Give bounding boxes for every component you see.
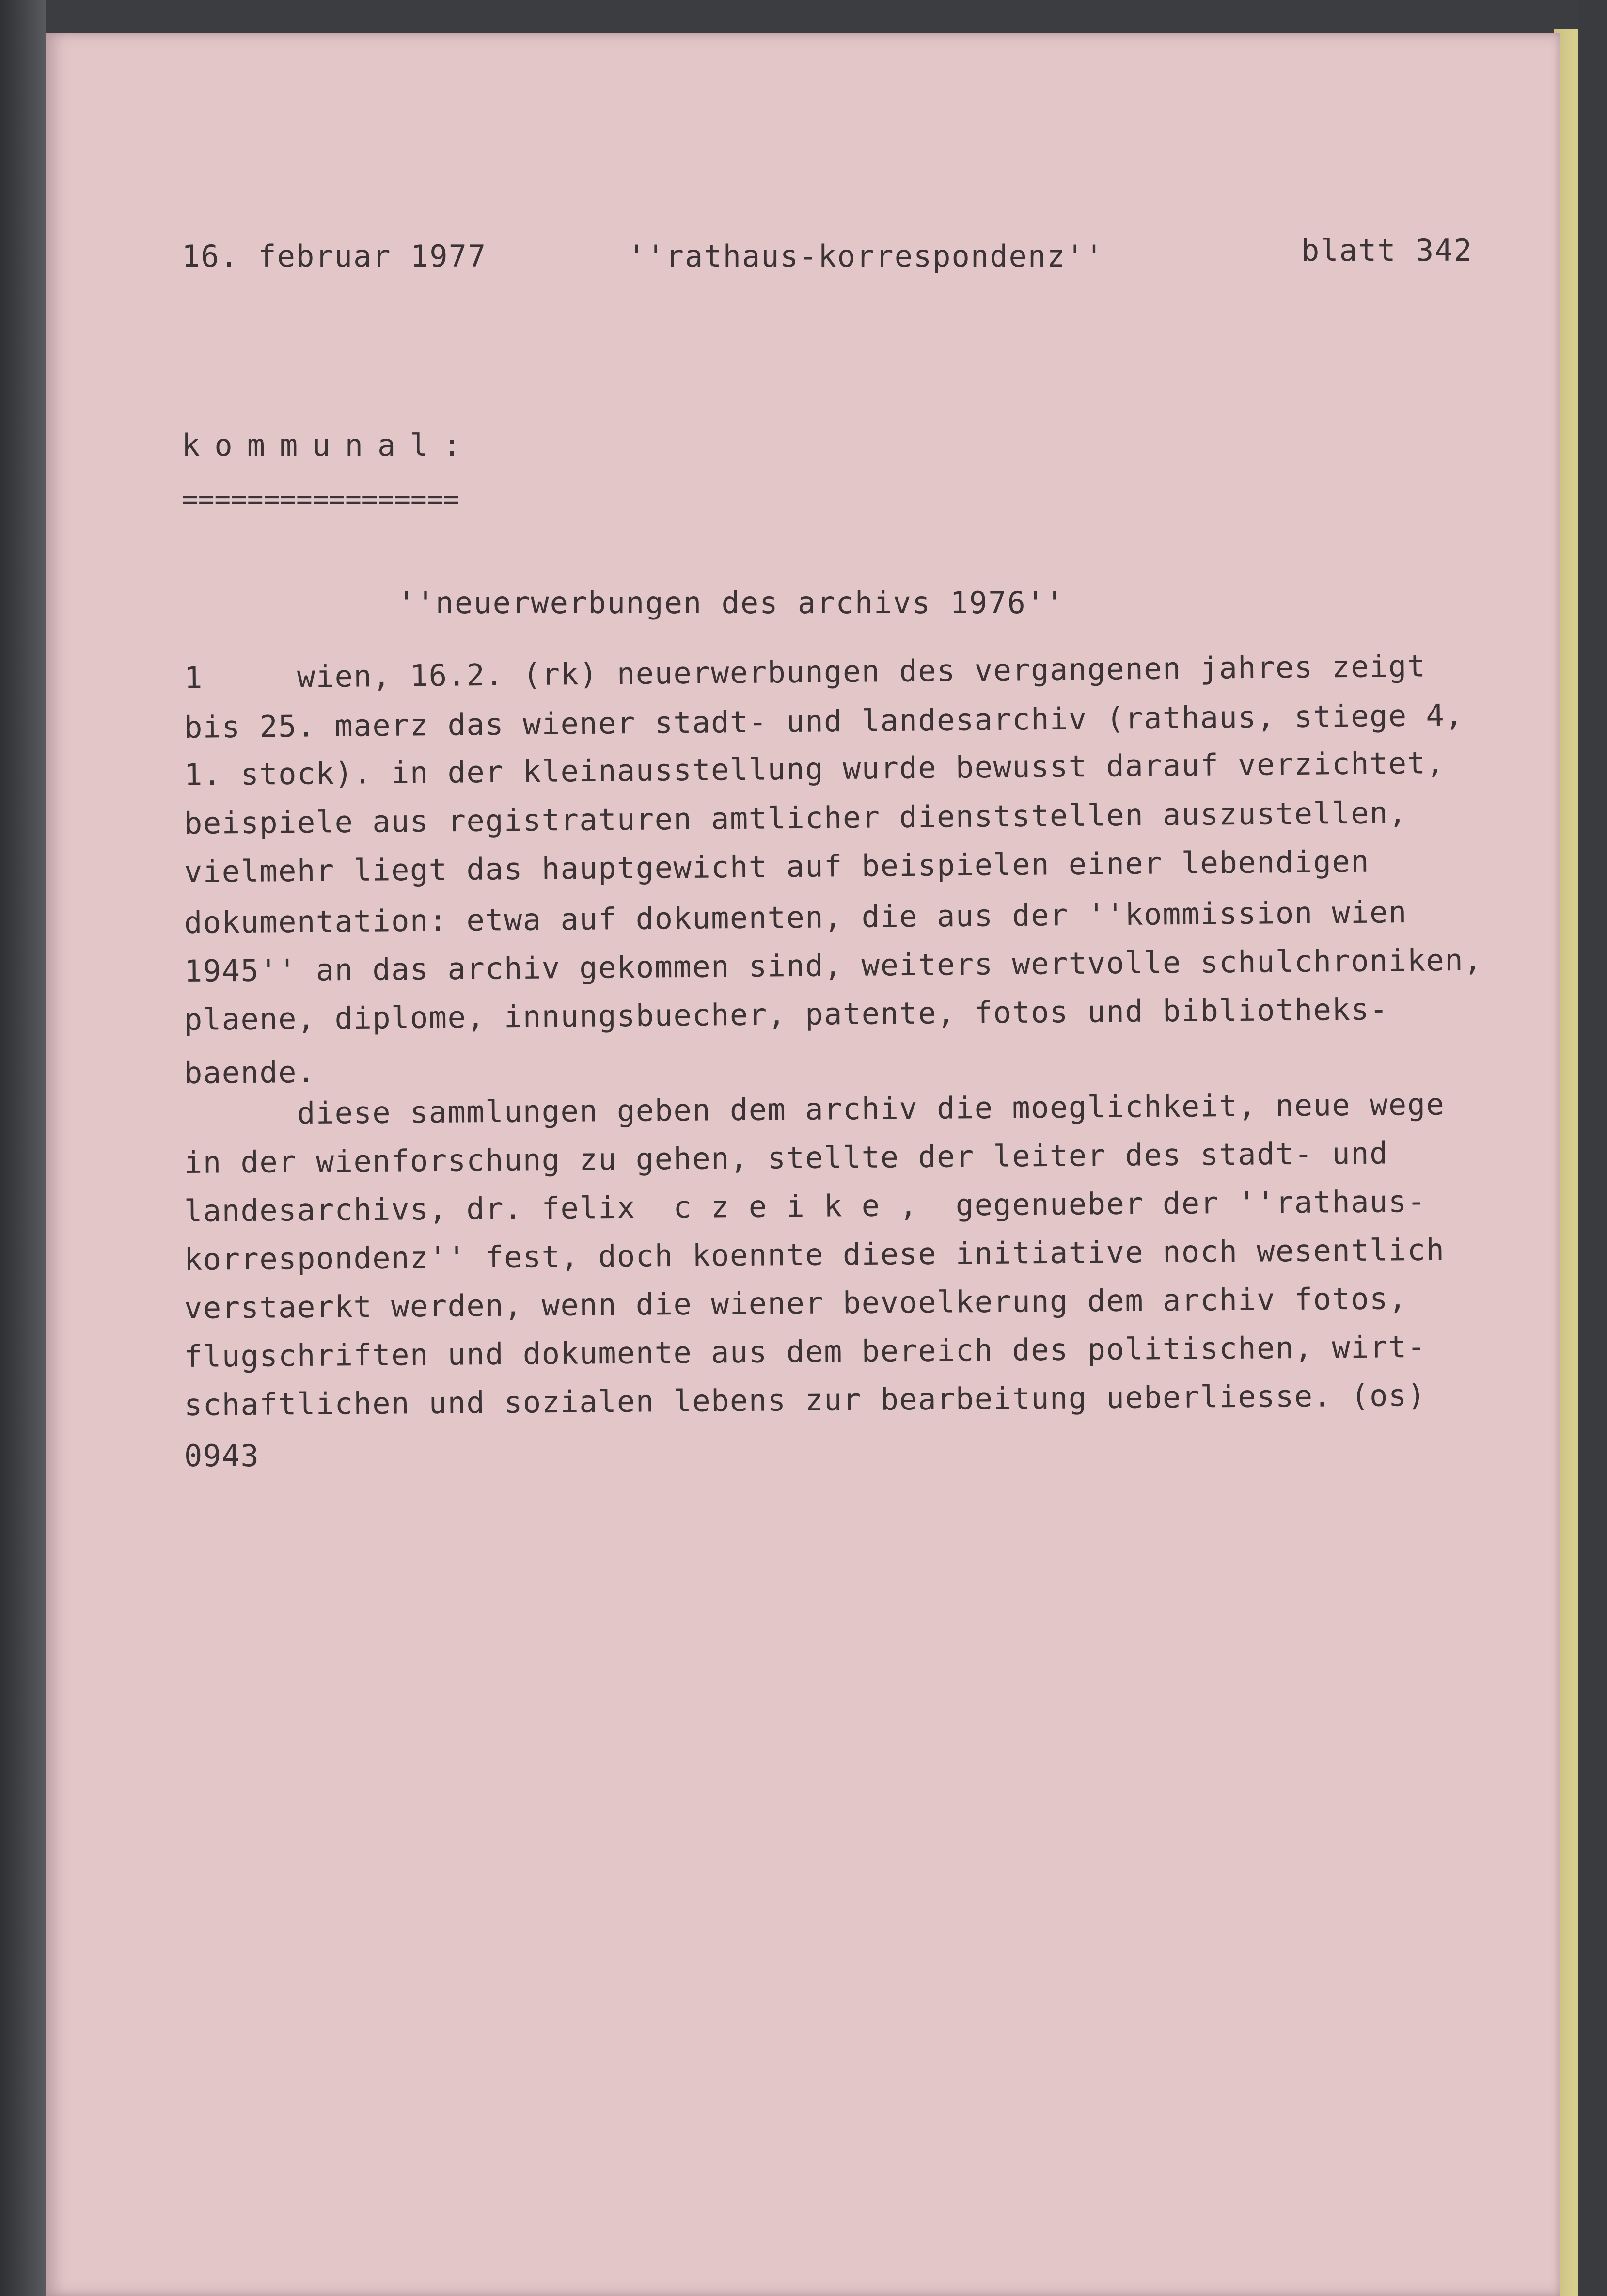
header-page-number: blatt 342 bbox=[1301, 233, 1473, 268]
body-line: plaene, diplome, innungsbuecher, patente, fotos und bibliotheks- bbox=[184, 991, 1389, 1037]
body-line: in der wienforschung zu gehen, stellte der leiter des stadt- und bbox=[184, 1135, 1389, 1180]
body-line: vielmehr liegt das hauptgewicht auf beispielen einer lebendigen bbox=[184, 843, 1370, 889]
body-line: baende. bbox=[184, 1054, 316, 1091]
section-heading: kommunal: bbox=[182, 428, 475, 463]
right-background bbox=[1578, 0, 1607, 2296]
body-line: 1 wien, 16.2. (rk) neuerwerbungen des vergangenen jahres zeigt bbox=[184, 648, 1426, 696]
header-publication: ''rathaus-korrespondenz'' bbox=[628, 238, 1104, 274]
document-page bbox=[46, 33, 1560, 2296]
section-underline: ================= bbox=[182, 484, 460, 515]
body-line: 1. stock). in der kleinausstellung wurde bewusst darauf verzichtet, bbox=[184, 745, 1445, 792]
body-line: bis 25. maerz das wiener stadt- und landesarchiv (rathaus, stiege 4, bbox=[184, 697, 1464, 745]
body-line: landesarchivs, dr. felix c z e i k e , gegenueber der ''rathaus- bbox=[184, 1183, 1426, 1229]
article-title: ''neuerwerbungen des archivs 1976'' bbox=[397, 585, 1065, 620]
body-line: dokumentation: etwa auf dokumenten, die aus der ''kommission wien bbox=[184, 894, 1407, 940]
body-line: 1945'' an das archiv gekommen sind, weiters wertvolle schulchroniken, bbox=[184, 942, 1483, 989]
body-line: korrespondenz'' fest, doch koennte diese initiative noch wesentlich bbox=[184, 1232, 1445, 1277]
binding-edge bbox=[0, 0, 46, 2296]
header-date: 16. februar 1977 bbox=[182, 238, 487, 274]
body-line: schaftlichen und sozialen lebens zur bearbeitung ueberliesse. (os) bbox=[184, 1377, 1426, 1423]
body-line: verstaerkt werden, wenn die wiener bevoelkerung dem archiv fotos, bbox=[184, 1281, 1407, 1326]
body-line: diese sammlungen geben dem archiv die moeglichkeit, neue wege bbox=[184, 1086, 1445, 1132]
body-line: 0943 bbox=[184, 1438, 260, 1473]
body-line: flugschriften und dokumente aus dem bereich des politischen, wirt- bbox=[184, 1329, 1426, 1374]
body-line: beispiele aus registraturen amtlicher dienststellen auszustellen, bbox=[184, 794, 1407, 841]
